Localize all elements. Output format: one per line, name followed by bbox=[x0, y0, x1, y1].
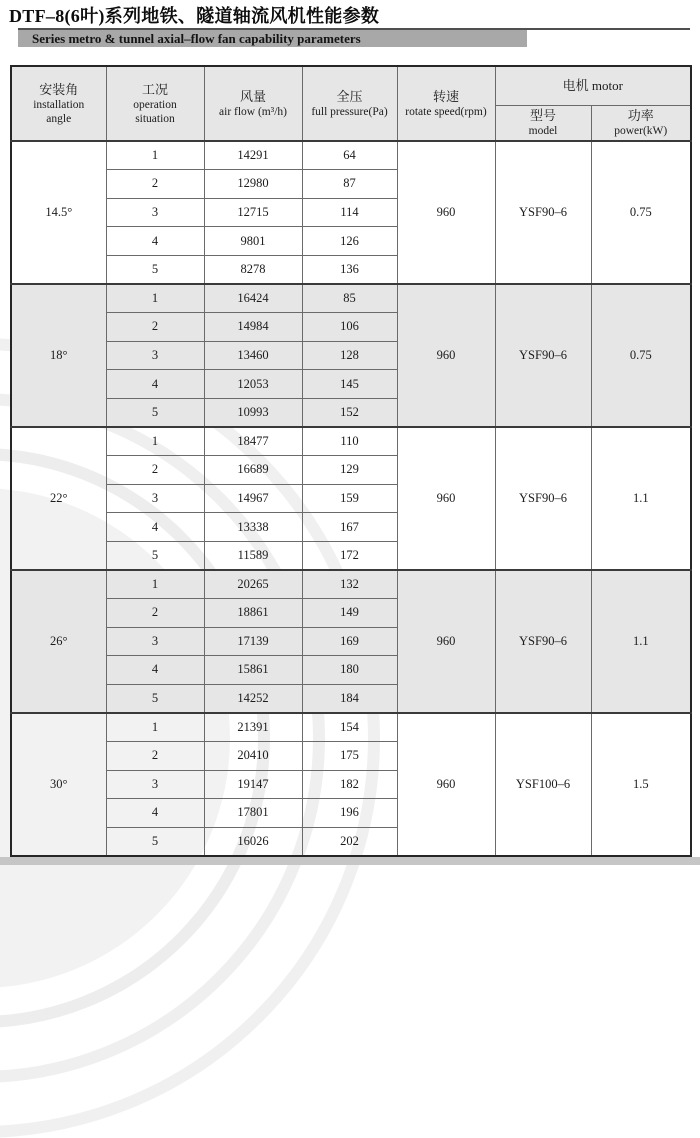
model-cell: YSF90–6 bbox=[495, 427, 591, 570]
header-text-zh: 风量 bbox=[239, 89, 266, 104]
situation-cell: 1 bbox=[106, 141, 204, 170]
pressure-cell: 129 bbox=[302, 456, 397, 485]
situation-cell: 2 bbox=[106, 313, 204, 342]
angle-group-14_5 bbox=[11, 141, 691, 284]
situation-cell: 5 bbox=[106, 255, 204, 284]
pressure-cell: 202 bbox=[302, 827, 397, 856]
power-cell: 0.75 bbox=[591, 284, 691, 427]
header-text-zh: 型号 bbox=[529, 108, 556, 124]
power-cell: 1.1 bbox=[591, 570, 691, 713]
situation-cell: 2 bbox=[106, 741, 204, 770]
pressure-cell: 196 bbox=[302, 799, 397, 828]
pressure-cell: 172 bbox=[302, 541, 397, 570]
header-row-1 bbox=[11, 66, 691, 105]
situation-cell: 1 bbox=[106, 427, 204, 456]
speed-cell: 960 bbox=[397, 427, 495, 570]
airflow-cell: 14967 bbox=[204, 484, 302, 513]
airflow-cell: 13338 bbox=[204, 513, 302, 542]
situation-cell: 5 bbox=[106, 684, 204, 713]
pressure-cell: 180 bbox=[302, 656, 397, 685]
subtitle-bar: Series metro & tunnel axial–flow fan capability parameters bbox=[18, 30, 527, 47]
table-row bbox=[11, 427, 691, 456]
pressure-cell: 110 bbox=[302, 427, 397, 456]
header-text-en: full pressure(Pa) bbox=[311, 106, 388, 118]
model-cell: YSF90–6 bbox=[495, 284, 591, 427]
situation-cell: 1 bbox=[106, 284, 204, 313]
header-text-en: power(kW) bbox=[614, 125, 668, 138]
table-header bbox=[11, 66, 691, 141]
header-text-en: air flow (m³/h) bbox=[219, 106, 287, 118]
airflow-cell: 18861 bbox=[204, 599, 302, 628]
fan-parameters-table bbox=[10, 65, 692, 857]
pressure-cell: 106 bbox=[302, 313, 397, 342]
airflow-cell: 16689 bbox=[204, 456, 302, 485]
airflow-cell: 20265 bbox=[204, 570, 302, 599]
airflow-cell: 14252 bbox=[204, 684, 302, 713]
angle-cell: 30° bbox=[11, 713, 106, 856]
pressure-cell: 169 bbox=[302, 627, 397, 656]
table-row bbox=[11, 284, 691, 313]
airflow-cell: 12053 bbox=[204, 370, 302, 399]
airflow-cell: 17139 bbox=[204, 627, 302, 656]
header-text-en: situation bbox=[135, 113, 175, 125]
airflow-cell: 17801 bbox=[204, 799, 302, 828]
airflow-cell: 19147 bbox=[204, 770, 302, 799]
situation-cell: 3 bbox=[106, 484, 204, 513]
angle-group-18 bbox=[11, 284, 691, 427]
situation-cell: 3 bbox=[106, 770, 204, 799]
speed-cell: 960 bbox=[397, 713, 495, 856]
header-text-zh: 功率 bbox=[627, 108, 654, 124]
table-row bbox=[11, 141, 691, 170]
situation-cell: 2 bbox=[106, 456, 204, 485]
airflow-cell: 16424 bbox=[204, 284, 302, 313]
airflow-cell: 18477 bbox=[204, 427, 302, 456]
situation-cell: 5 bbox=[106, 541, 204, 570]
col-header-motor bbox=[495, 66, 691, 105]
airflow-cell: 10993 bbox=[204, 398, 302, 427]
airflow-cell: 8278 bbox=[204, 255, 302, 284]
angle-cell: 26° bbox=[11, 570, 106, 713]
header-text-zh: 全压 bbox=[336, 89, 363, 104]
pressure-cell: 85 bbox=[302, 284, 397, 313]
pressure-cell: 132 bbox=[302, 570, 397, 599]
pressure-cell: 128 bbox=[302, 341, 397, 370]
table-row bbox=[11, 713, 691, 742]
airflow-cell: 13460 bbox=[204, 341, 302, 370]
pressure-cell: 87 bbox=[302, 170, 397, 199]
airflow-cell: 14984 bbox=[204, 313, 302, 342]
pressure-cell: 149 bbox=[302, 599, 397, 628]
header-text-zh: 电机 motor bbox=[562, 78, 623, 94]
table-row bbox=[11, 570, 691, 599]
pressure-cell: 159 bbox=[302, 484, 397, 513]
airflow-cell: 9801 bbox=[204, 227, 302, 256]
airflow-cell: 21391 bbox=[204, 713, 302, 742]
page-title: DTF–8(6叶)系列地铁、隧道轴流风机性能参数 bbox=[9, 6, 380, 26]
pressure-cell: 152 bbox=[302, 398, 397, 427]
situation-cell: 5 bbox=[106, 398, 204, 427]
situation-cell: 3 bbox=[106, 627, 204, 656]
speed-cell: 960 bbox=[397, 570, 495, 713]
col-header-power bbox=[591, 105, 691, 141]
angle-cell: 14.5° bbox=[11, 141, 106, 284]
pressure-cell: 145 bbox=[302, 370, 397, 399]
airflow-cell: 16026 bbox=[204, 827, 302, 856]
power-cell: 1.5 bbox=[591, 713, 691, 856]
pressure-cell: 154 bbox=[302, 713, 397, 742]
angle-group-26 bbox=[11, 570, 691, 713]
situation-cell: 2 bbox=[106, 599, 204, 628]
airflow-cell: 14291 bbox=[204, 141, 302, 170]
angle-cell: 18° bbox=[11, 284, 106, 427]
situation-cell: 3 bbox=[106, 341, 204, 370]
situation-cell: 4 bbox=[106, 370, 204, 399]
col-header-model bbox=[495, 105, 591, 141]
col-header-airflow bbox=[204, 66, 302, 141]
situation-cell: 2 bbox=[106, 170, 204, 199]
header-text-en: model bbox=[528, 125, 558, 138]
header-text-en: angle bbox=[46, 113, 72, 125]
situation-cell: 4 bbox=[106, 227, 204, 256]
header-text-en: rotate speed(rpm) bbox=[405, 106, 487, 118]
situation-cell: 5 bbox=[106, 827, 204, 856]
header-text-en: installation bbox=[33, 99, 85, 111]
pressure-cell: 136 bbox=[302, 255, 397, 284]
header-text-en: operation bbox=[133, 99, 177, 111]
pressure-cell: 167 bbox=[302, 513, 397, 542]
situation-cell: 1 bbox=[106, 570, 204, 599]
situation-cell: 3 bbox=[106, 198, 204, 227]
airflow-cell: 15861 bbox=[204, 656, 302, 685]
pressure-cell: 126 bbox=[302, 227, 397, 256]
header-text-zh: 安装角 bbox=[39, 82, 79, 97]
situation-cell: 4 bbox=[106, 513, 204, 542]
col-header-speed bbox=[397, 66, 495, 141]
airflow-cell: 12715 bbox=[204, 198, 302, 227]
speed-cell: 960 bbox=[397, 284, 495, 427]
pressure-cell: 182 bbox=[302, 770, 397, 799]
airflow-cell: 12980 bbox=[204, 170, 302, 199]
situation-cell: 4 bbox=[106, 656, 204, 685]
speed-cell: 960 bbox=[397, 141, 495, 284]
power-cell: 0.75 bbox=[591, 141, 691, 284]
header-text-zh: 工况 bbox=[141, 82, 168, 97]
situation-cell: 4 bbox=[106, 799, 204, 828]
power-cell: 1.1 bbox=[591, 427, 691, 570]
pressure-cell: 64 bbox=[302, 141, 397, 170]
pressure-cell: 184 bbox=[302, 684, 397, 713]
angle-cell: 22° bbox=[11, 427, 106, 570]
col-header-pressure bbox=[302, 66, 397, 141]
pressure-cell: 114 bbox=[302, 198, 397, 227]
bottom-strip bbox=[0, 857, 700, 865]
angle-group-22 bbox=[11, 427, 691, 570]
angle-group-30 bbox=[11, 713, 691, 856]
pressure-cell: 175 bbox=[302, 741, 397, 770]
airflow-cell: 20410 bbox=[204, 741, 302, 770]
header-text-zh: 转速 bbox=[432, 89, 459, 104]
col-header-angle bbox=[11, 66, 106, 141]
airflow-cell: 11589 bbox=[204, 541, 302, 570]
col-header-situation bbox=[106, 66, 204, 141]
model-cell: YSF90–6 bbox=[495, 141, 591, 284]
situation-cell: 1 bbox=[106, 713, 204, 742]
model-cell: YSF100–6 bbox=[495, 713, 591, 856]
model-cell: YSF90–6 bbox=[495, 570, 591, 713]
